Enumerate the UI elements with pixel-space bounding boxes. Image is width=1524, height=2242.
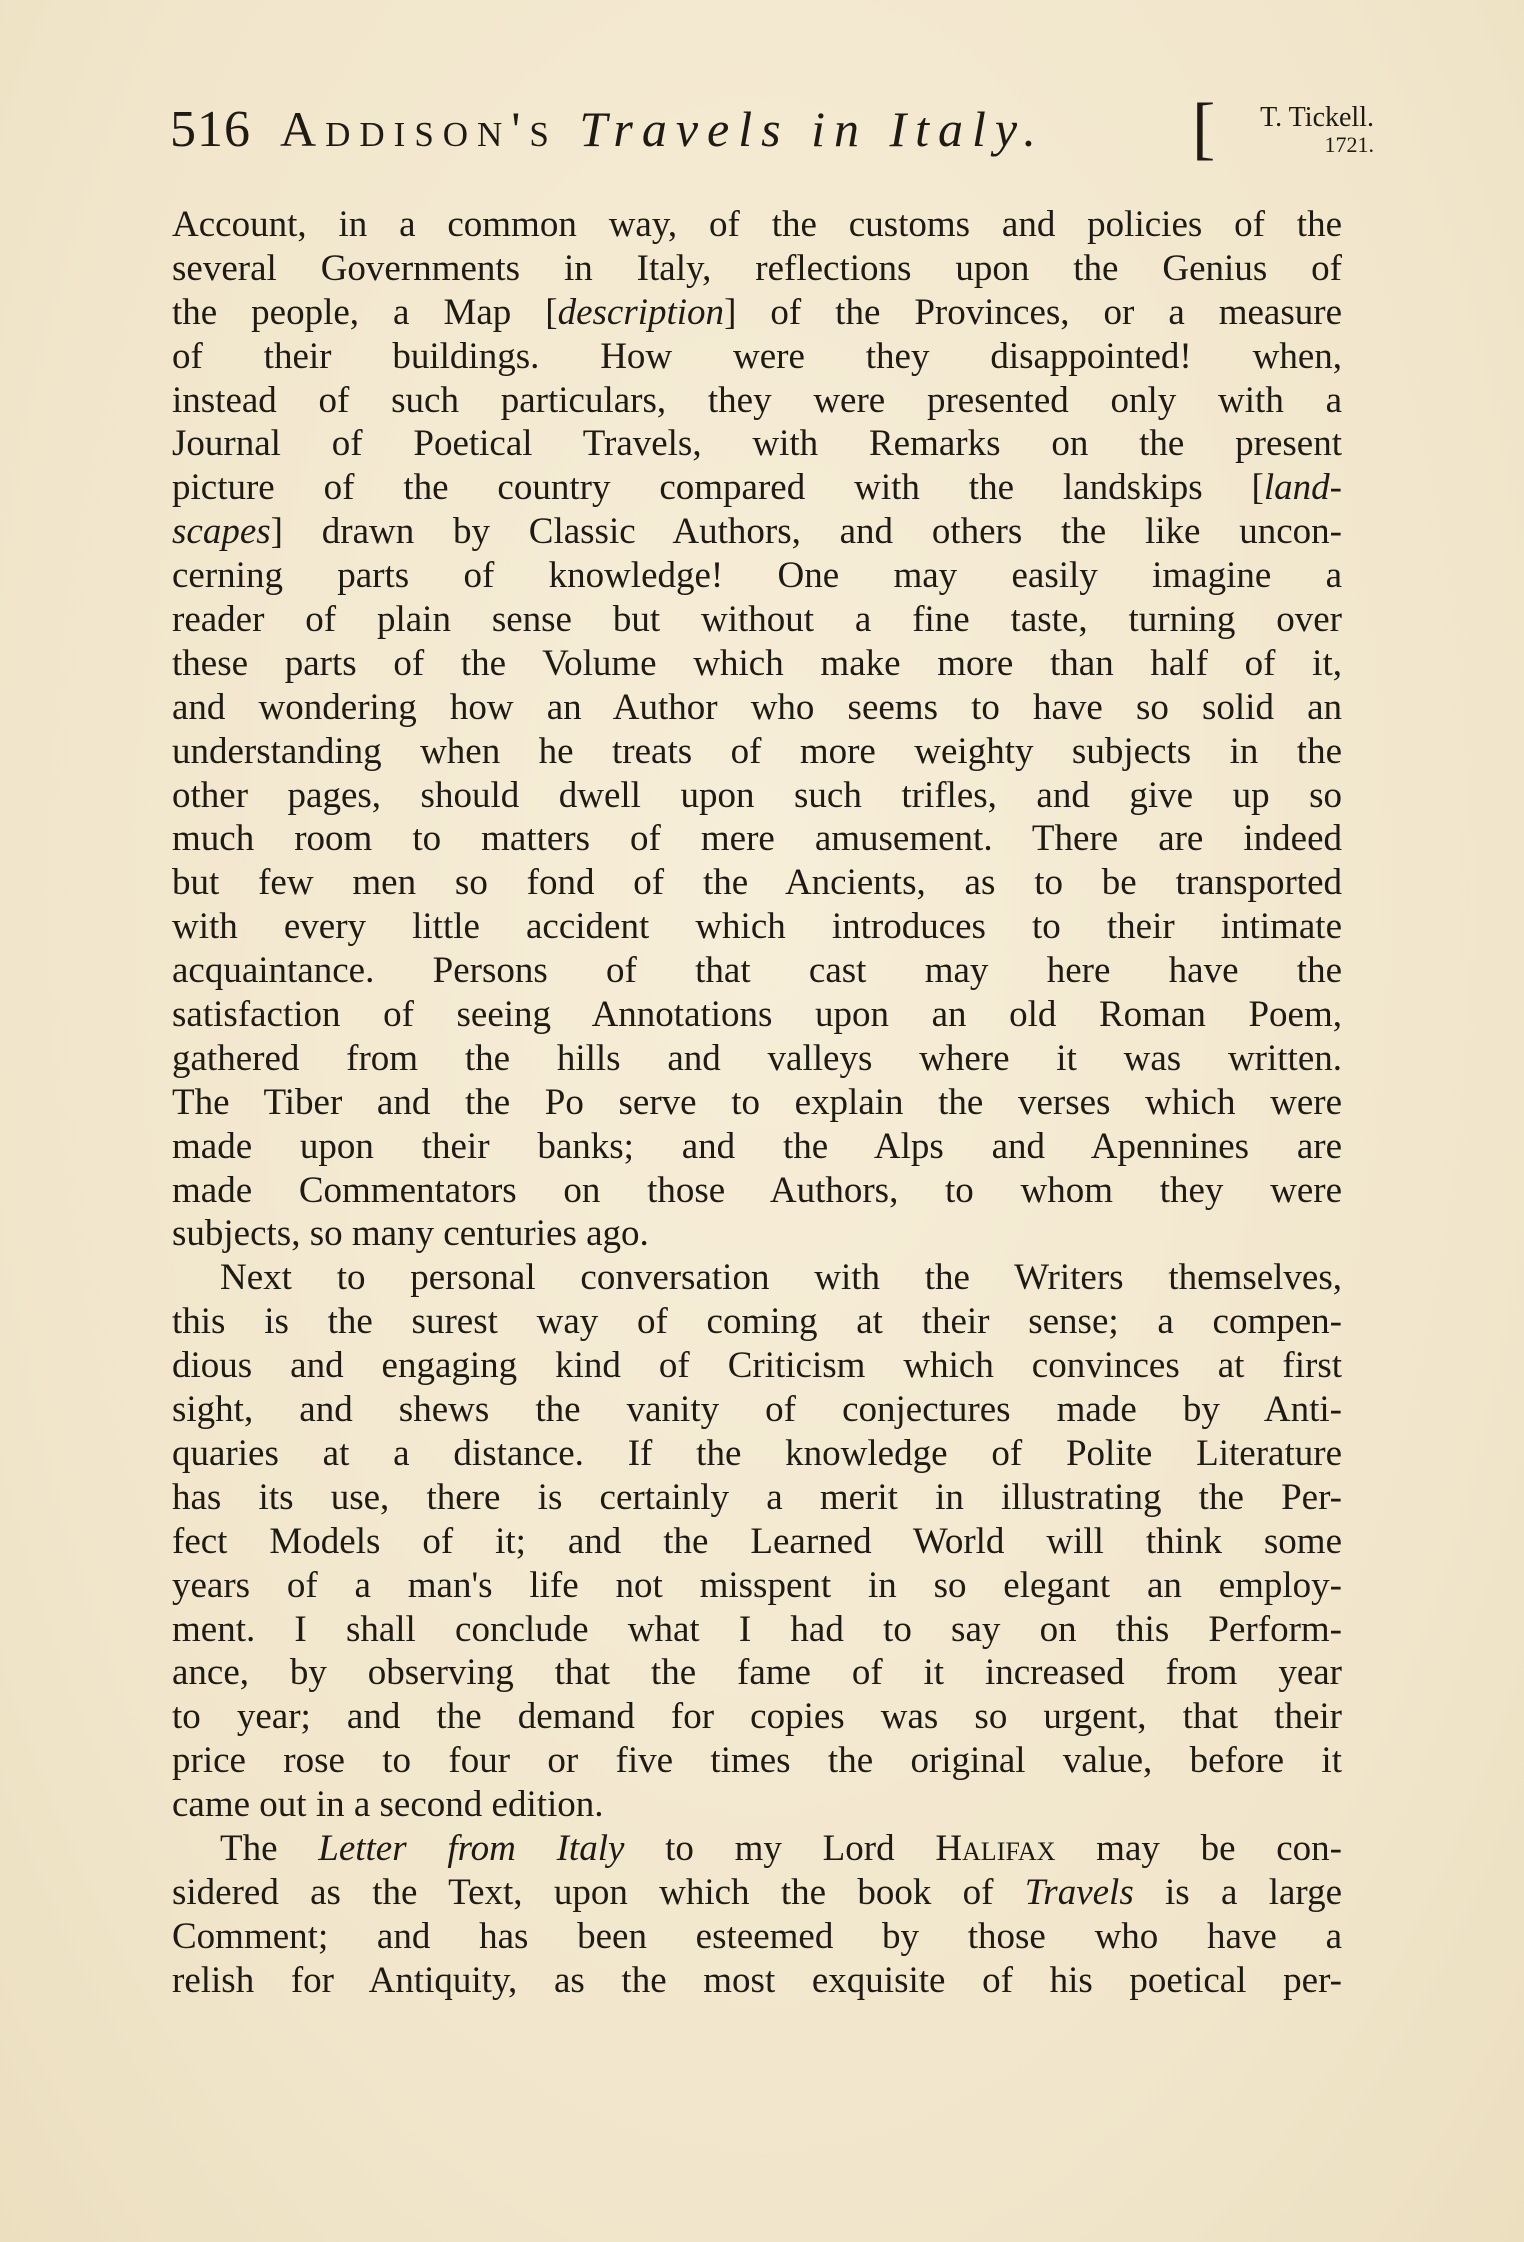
text-line: Journal of Poetical Travels, with Remarks on the present [172,423,1342,465]
title-author: Addison's [280,101,558,157]
text-line: Comment; and has been esteemed by those who have a [172,1915,1342,1957]
text-line: Account, in a common way, of the customs and policies of the [172,204,1342,245]
page-number: 516 [170,101,251,158]
text-line: acquaintance. Persons of that cast may here have the [172,950,1342,992]
text-line: Next to personal conversation with the Writers themselves, [220,1257,1342,1299]
text-line: ance, by observing that the fame of it increased from year [172,1652,1342,1694]
text-line: these parts of the Volume which make more than half of it, [172,642,1342,684]
text-line: has its use, there is certainly a merit in illustrating the Per- [172,1476,1342,1518]
title-word-2: in [811,101,868,157]
text-line: much room to matters of mere amusement. There are indeed [172,818,1342,860]
side-note [1232,102,1382,162]
text-line: reader of plain sense but without a fine taste, turning over [172,599,1342,641]
text-line: relish for Antiquity, as the most exquisite of his poetical per- [172,1959,1342,2001]
side-note-year: 1721. [1324,132,1374,157]
text-line: The Tiber and the Po serve to explain the verses which were [172,1081,1342,1123]
text-line: satisfaction of seeing Annotations upon an old Roman Poem, [172,994,1342,1036]
text-line: this is the surest way of coming at their sense; a compen- [172,1301,1342,1343]
text-line: with every little accident which introduces to their intimate [172,906,1342,948]
text-line: came out in a second edition. [172,1784,604,1826]
running-header [170,90,1374,170]
text-line: The Letter from Italy to my Lord Halifax may be con- [220,1827,1342,1869]
text-line: of their buildings. How were they disappointed! when, [172,335,1342,377]
text-line: and wondering how an Author who seems to have so solid an [172,686,1342,728]
text-line: fect Models of it; and the Learned World will think some [172,1520,1342,1562]
text-line: subjects, so many centuries ago. [172,1213,649,1255]
text-line: understanding when he treats of more weighty subjects in the [172,730,1342,772]
text-line: instead of such particulars, they were presented only with a [172,379,1342,421]
text-line: years of a man's life not misspent in so elegant an employ- [172,1564,1342,1606]
text-line: picture of the country compared with the landskips [land- [172,467,1342,509]
side-note-author: T. Tickell. [1260,102,1374,133]
text-line: sidered as the Text, upon which the book of Travels is a large [172,1871,1342,1913]
text-line: price rose to four or five times the original value, before it [172,1740,1342,1782]
text-line: but few men so fond of the Ancients, as to be transported [172,862,1342,904]
text-line: sight, and shews the vanity of conjectures made by Anti- [172,1389,1342,1431]
side-bracket: [ [1192,90,1216,167]
title-word-3: Italy. [889,101,1045,157]
text-line: other pages, should dwell upon such trifles, and give up so [172,774,1342,816]
text-line: to year; and the demand for copies was so urgent, that their [172,1696,1342,1738]
text-line: cerning parts of knowledge! One may easily imagine a [172,555,1342,597]
text-line: the people, a Map [description] of the Provinces, or a measure [172,291,1342,333]
text-line: made upon their banks; and the Alps and Apennines are [172,1125,1342,1167]
text-line: several Governments in Italy, reflections upon the Genius of [172,247,1342,289]
title-word-1: Travels [579,101,790,157]
text-line: quaries at a distance. If the knowledge of Polite Literature [172,1432,1342,1474]
text-line: dious and engaging kind of Criticism which convinces at first [172,1345,1342,1387]
running-title [280,100,1045,158]
body-text [172,203,1342,2003]
text-line: made Commentators on those Authors, to whom they were [172,1169,1342,1211]
text-line: gathered from the hills and valleys where it was written. [172,1037,1342,1079]
text-line: scapes] drawn by Classic Authors, and others the like uncon- [172,511,1342,553]
text-line: ment. I shall conclude what I had to say on this Perform- [172,1608,1342,1650]
